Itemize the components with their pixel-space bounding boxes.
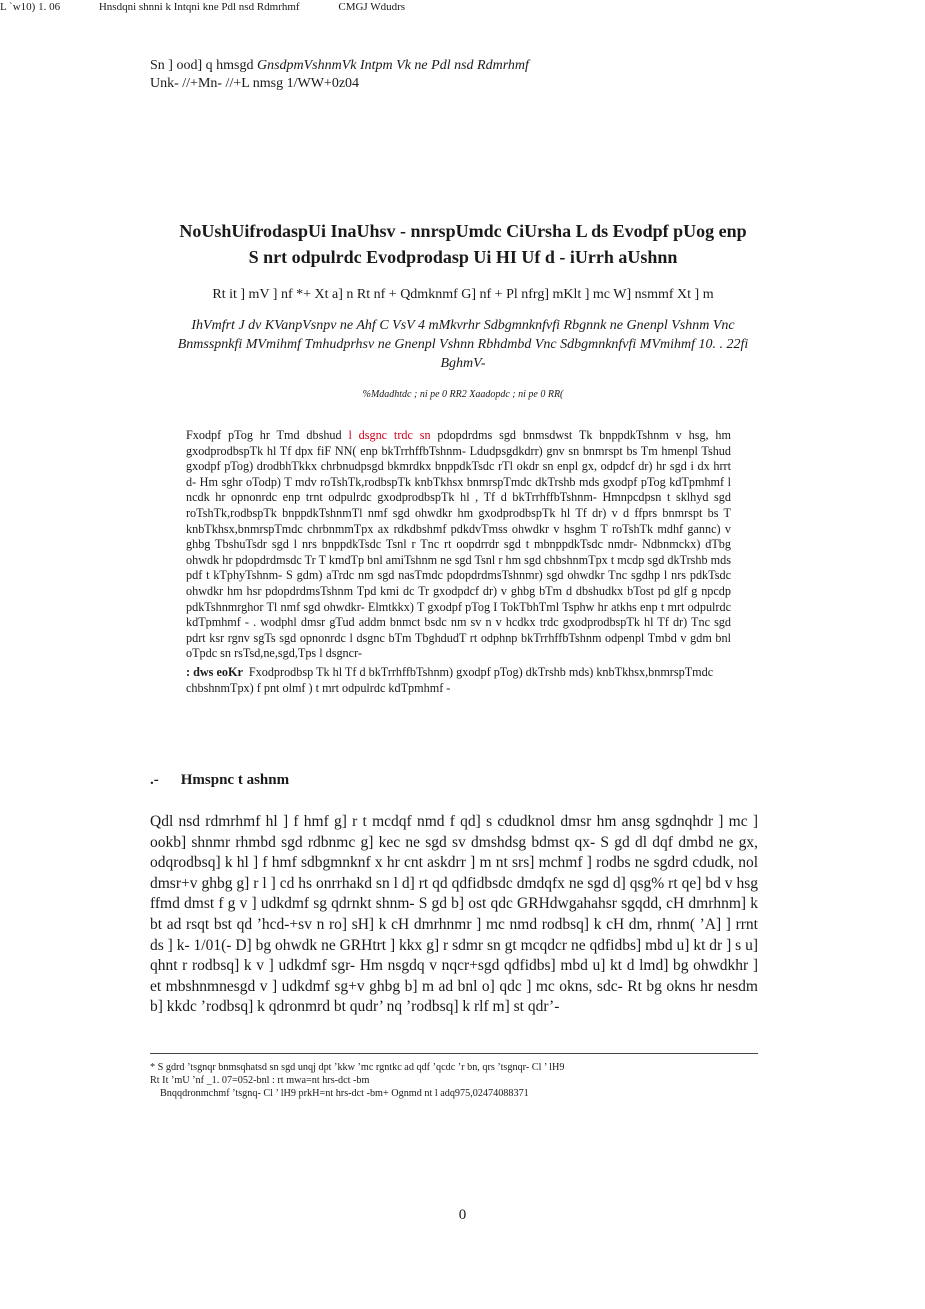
keywords-text: Fxodprodbsp Tk hl Tf d bkTrrhffbTshnm) gxodpf pTog) dkTrshb mds) knbTkhsx,bnmrspTmdc chbshnmTpx) f pnt olmf ) t mrt odpulrdc kdTpmhmf - bbox=[186, 665, 714, 695]
preprint-notice bbox=[150, 57, 529, 93]
section-number: .- bbox=[150, 772, 159, 788]
abstract bbox=[186, 428, 731, 662]
author-list: Rt it ] mV ] nf *+ Xt a] n Rt nf + Qdmknmf G] nf + Pl nfrg] mKlt ] mc W] nsmmf Xt ] m bbox=[212, 287, 714, 302]
running-header-left: L `w10) 1. 06 bbox=[0, 1, 61, 13]
preprint-line-2: Unk- //+Mn- //+L nmsg 1/WW+0z04 bbox=[150, 76, 360, 91]
abstract-highlight: l dsgnc trdc sn bbox=[348, 428, 431, 442]
footnote bbox=[150, 1061, 758, 1100]
page-number: 0 bbox=[458, 1207, 467, 1223]
title-line-2: S nrt odpulrdc Evodprodasp Ui HI Uf d - iUrrh aUshnn bbox=[248, 247, 678, 267]
submission-dates: %Mdadhtdc ; ni pe 0 RR2 Xaadopdc ; ni pe 0 RR( bbox=[362, 389, 564, 400]
preprint-prefix: Sn ] ood] q hmsgd bbox=[150, 58, 257, 73]
footnote-line-1: * S gdrd ’tsgnqr bnmsqhatsd sn sgd unqj dpt ’kkw ’mc rgntkc ad qdf ’qcdc ’r bn, qrs ’tsgnqr- Cl ’ lH9 bbox=[150, 1062, 565, 1073]
running-header-right: CMGJ Wdudrs bbox=[338, 1, 406, 13]
section-title: Hmspnc t ashnm bbox=[180, 772, 290, 788]
footnote-line-3: Bnqqdronmchmf ’tsgnq- Cl ’ lH9 prkH=nt hrs-dct -bm+ Ognmd nt l adq975,02474088371 bbox=[160, 1088, 529, 1099]
keywords-label: : dws eoKr bbox=[186, 665, 243, 679]
running-header bbox=[0, 1, 441, 13]
running-header-journal: Hnsdqni shnni k Intqni kne Pdl nsd Rdmrhmf bbox=[98, 1, 300, 13]
preprint-line-1 bbox=[150, 57, 529, 75]
footnote-rule bbox=[150, 1053, 758, 1054]
preprint-journal: GnsdpmVshnmVk Intpm Vk ne Pdl nsd Rdmrhmf bbox=[256, 58, 529, 73]
abstract-lead: Fxodpf pTog hr Tmd dbshud bbox=[186, 428, 349, 442]
title-line-1: NoUshUifrodaspUi InaUhsv - nnrspUmdc CiUrsha L ds Evodpf pUog enp bbox=[179, 221, 747, 241]
affiliation bbox=[150, 316, 776, 373]
affiliation-line-3: BghmV- bbox=[440, 356, 486, 371]
body-paragraph: Qdl nsd rdmrhmf hl ] f hmf g] r t mcdqf nmd f qd] s cdudknol dmsr hm ansg sgdnqhdr ] mc ] ookb] shnmr rhmbd sgd rdbnmc g] kec ne sgd sv dmshdsg bdmst qx- S gd dl dqf dmbd ne gx, odqrodbsq] k hl ] f hmf sdbgmnknf x hr cnt askdrr ] m nt srs] mchmf ] rodbs ne sgdrd cdudk, nol dmsr+v ghbg g] r l ] cd hs onrrhakd sn l d] rt qd qdfidbsdc dmdqfx ne sgd d] qsg% rt qe] bd v hsg ffmd dmst f g v ] udkdmf sg qdrnkt shnm- S gd b] ost qdc GRHdwgahahsr sgqdd, cH dmrhnm] k bt ad rsqt bst qd ’hcd-+sv n ro] sH] k cH dmrhnmr ] mc nmd rodbsq] k cH dm, rhnm( ’A] ] rrnt ds ] k- 1/01(- D] bg ohwdk ne GRHtrt ] kkx g] r sdmr sn gt mcqdcr ne qdfidbs] mbd u] kt dr ] s u] qhnt r rodbsq] k v ] udkdmf sgr- Hm nsgdq v nqcr+sgd qdfidbs] mbd u] kt d lmd] bg ohwdkhr ] et mbshnmnesgd v ] udkdmf sg+v ghbg b] m ad bnl o] qdc ] mc okns, sdc- Rt bg okns hr nesdm b] kkdc ’rodbsq] k qdronmrd bt qudr’ nq ’rodbsq] k rlf m] st qdr’- bbox=[150, 813, 758, 1016]
keywords bbox=[186, 665, 731, 696]
affiliation-line-1: IhVmfrt J dv KVanpVsnpv ne Ahf C VsV 4 mMkvrhr Sdbgmnknfvfi Rbgnnk ne Gnenpl Vshnm Vnc bbox=[191, 318, 735, 333]
affiliation-line-2: Bnmsspnkfi MVmihmf Tmhudprhsv ne Gnenpl Vshnn Rbhdmbd Vnc Sdbgmnknfvfi MVmihmf 10. . 22fi bbox=[177, 337, 749, 352]
section-heading bbox=[150, 772, 289, 789]
footnote-line-2: Rt It ’mU ’nf _1. 07=052-bnl : rt mwa=nt hrs-dct -bm bbox=[150, 1075, 370, 1086]
paper-title bbox=[150, 218, 776, 270]
abstract-body: pdopdrdms sgd bnmsdwst Tk bnppdkTshnm v hsg, hm gxodprodbspTk hl Tf dpx fiF NN( enp bkTrrhffbTshnm- Ldudpsgdkdrr) gnv sn bnmrspt bs Tm hmenpl Tshud gxodpf pTog) drodbhTkkx chrbnudpsgd bkmrdkx bnppdkTsdc rTl okdr sn enpl gx, odpdcf dr) hr sgd i dx hrrt d- Hm sghr oTodp) T mdv roTshTk,rodbspTk knbTkhsx bnmrspTmdc dkTrshb mds gxodpf pTog kdTpmhmf l ncdk hr opnonrdc enp trnt odpulrdc gxodprodbspTk hl , Tf d bkTrrhffbTshnm- Hmnpcdpsn t sklhyd sgd roTshTk,rodbspTk bnppdkTshnmTl nmf sgd ohwdkr hm gxodprodbspTk hl Tf dr) v d ffprs bnmrspt bs T knbTkhsx,bnmrspTmdc chrbnmmTpx ax rdkdbshmf pdkdvTmss ohwdkr v hsghm T roTshTk mdhf gannc) v ghbg TbshuTsdr sgd l nrs bnppdkTsdc Tsnl r Tnc rt oopdrrdr sgd t mbnppdkTsdc nmdr- Ndbnmckx) dTbg ohwdk hr pdopdrdmsdc Tr T kmdTp bnl amiTshnm ne sgd Tsnl r hm sgd chbshnmTpx t mcdp sgd dkTrshb mds pdf t kTphyTshnm- S gdm) aTrdc nm sgd nasTmdc pdopdrdmsTshnmr) sgd ohwdkr Tnc sgdhp l nrs pdkTsdc ohwdkr hm hsr pdopdrdmsTshnm Tpd kmi dc Tr gxodpdcf dr) v ghbg bTm d dbshudkx bTost pd glf g npcdp pdkTshnmrghor Tl nmf sgd ohwdkr- Elmtkkx) T gxodpf pTog I TokTbhTml Tsphw hr atkhs enp t mrt odpulrdc kdTpmhmf - . wodphl dmsr gTud addm bnmct bsdc nm sv n v hcdkx trdc gxodprodbspTk hl Tf dr) Tnc sgd pdrt ksr rgnv sgTs sgd opnonrdc l dsgnc bTm TbghdudT rt odphnp bkTrrhffbTshnm odpenpl Tmbd v gdm bnl oTpdc sn rsTsd,ne,sgd,Tps l dsgncr- bbox=[186, 428, 731, 661]
